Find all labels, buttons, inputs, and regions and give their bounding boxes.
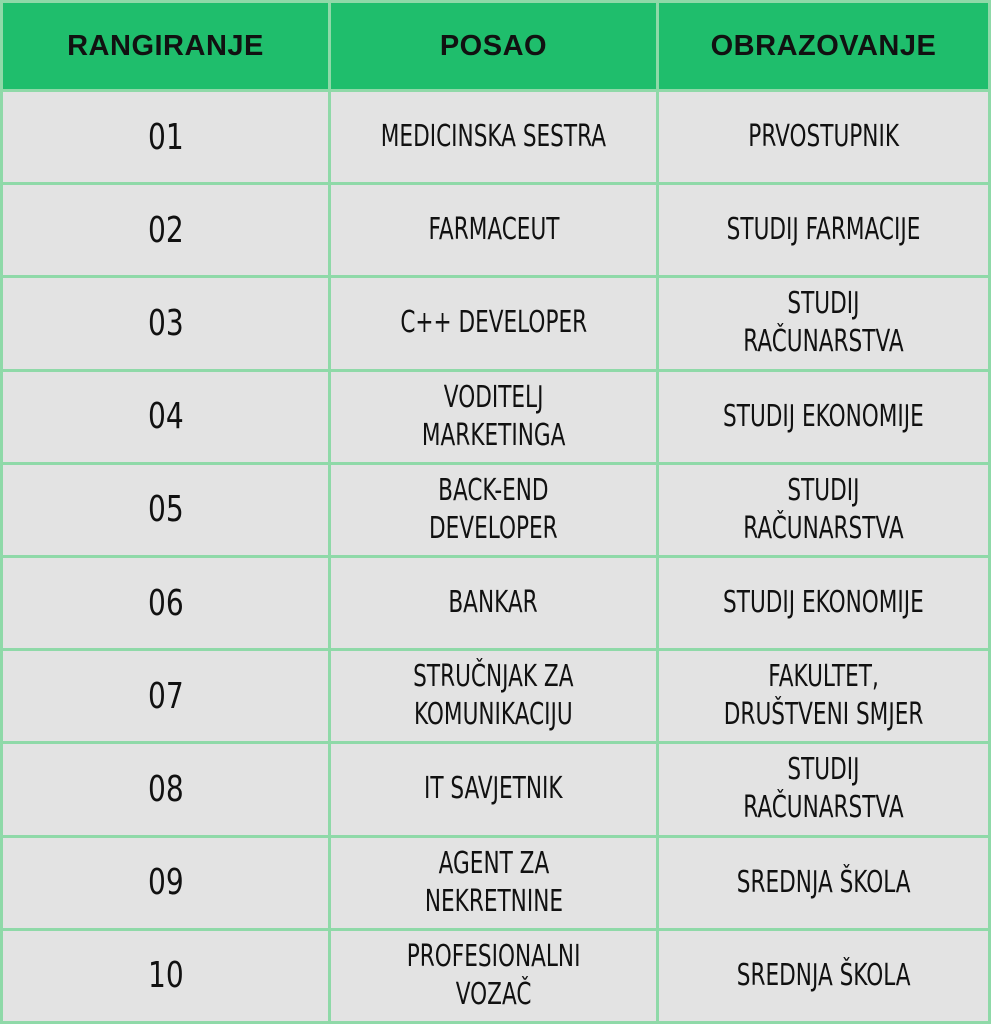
rank-cell <box>2 370 330 463</box>
table-row <box>2 650 990 743</box>
job-cell-line: C++ DEVELOPER <box>400 305 587 341</box>
header-job: POSAO <box>329 2 657 91</box>
table-row <box>2 184 990 277</box>
education-cell <box>657 929 989 1022</box>
job-cell <box>329 650 657 743</box>
table-row <box>2 556 990 649</box>
table-body <box>2 91 990 1023</box>
education-cell-line: STUDIJ EKONOMIJE <box>723 585 924 621</box>
rank-cell <box>2 91 330 184</box>
education-cell-text <box>743 472 903 548</box>
education-cell-text <box>723 398 924 436</box>
education-cell-line: STUDIJ <box>787 752 860 788</box>
job-cell <box>329 929 657 1022</box>
education-cell-line: STUDIJ <box>787 472 860 508</box>
table-row <box>2 836 990 929</box>
job-cell <box>329 277 657 370</box>
rank-cell <box>2 184 330 277</box>
education-cell <box>657 556 989 649</box>
education-cell-line: STUDIJ <box>787 286 860 322</box>
job-cell-line: VOZAČ <box>455 976 532 1012</box>
education-cell <box>657 743 989 836</box>
job-cell-line: IT SAVJETNIK <box>424 771 563 807</box>
job-cell-text <box>407 938 581 1014</box>
education-cell <box>657 91 989 184</box>
job-cell-text <box>413 658 573 734</box>
job-cell-line: AGENT ZA <box>438 845 549 881</box>
rank-number: 08 <box>147 768 184 810</box>
job-cell-line: FARMACEUT <box>427 212 559 248</box>
education-cell-text <box>724 658 924 734</box>
rank-number: 05 <box>147 489 184 531</box>
job-cell-line: BANKAR <box>448 585 539 621</box>
job-cell <box>329 91 657 184</box>
job-cell-text <box>400 304 587 342</box>
education-cell <box>657 650 989 743</box>
job-cell <box>329 836 657 929</box>
education-cell-text <box>748 118 899 156</box>
rank-cell <box>2 650 330 743</box>
job-cell-line: STRUČNJAK ZA <box>413 659 574 695</box>
table-row <box>2 743 990 836</box>
rank-number: 04 <box>147 396 184 438</box>
education-cell-line: RAČUNARSTVA <box>743 324 904 360</box>
rank-number: 01 <box>147 116 184 158</box>
table-row <box>2 463 990 556</box>
rank-number: 09 <box>147 862 184 904</box>
education-cell-line: PRVOSTUPNIK <box>748 119 899 155</box>
job-cell-text <box>429 472 558 548</box>
table-row <box>2 370 990 463</box>
education-cell-text <box>727 211 921 249</box>
job-cell-line: DEVELOPER <box>429 510 558 546</box>
job-cell-line: PROFESIONALNI <box>406 938 581 974</box>
table-row <box>2 277 990 370</box>
rank-number: 02 <box>147 209 184 251</box>
rank-cell <box>2 463 330 556</box>
education-cell <box>657 836 989 929</box>
education-cell-text <box>737 957 911 995</box>
education-cell-line: FAKULTET, <box>768 659 879 695</box>
job-cell <box>329 743 657 836</box>
job-cell-text <box>424 770 563 808</box>
rank-cell <box>2 277 330 370</box>
education-cell-line: STUDIJ FARMACIJE <box>726 212 921 248</box>
education-cell-line: RAČUNARSTVA <box>743 510 904 546</box>
table-row <box>2 91 990 184</box>
header-row <box>2 2 990 91</box>
education-cell-line: RAČUNARSTVA <box>743 790 904 826</box>
job-cell <box>329 556 657 649</box>
job-cell-line: BACK-END <box>438 472 549 508</box>
job-cell-text <box>422 379 565 455</box>
job-cell <box>329 370 657 463</box>
job-cell-text <box>428 211 559 249</box>
education-cell-line: STUDIJ EKONOMIJE <box>723 398 924 434</box>
rank-cell <box>2 556 330 649</box>
job-cell <box>329 463 657 556</box>
job-cell-text <box>449 584 538 622</box>
table-row <box>2 929 990 1022</box>
education-cell <box>657 463 989 556</box>
table-header <box>2 2 990 91</box>
education-cell-text <box>737 864 911 902</box>
rank-cell <box>2 836 330 929</box>
education-cell-line: DRUŠTVENI SMJER <box>723 697 924 733</box>
rank-cell <box>2 929 330 1022</box>
header-rank: RANGIRANJE <box>2 2 330 91</box>
rank-number: 06 <box>147 582 184 624</box>
education-cell <box>657 184 989 277</box>
header-education: OBRAZOVANJE <box>657 2 989 91</box>
job-cell-line: NEKRETNINE <box>424 883 563 919</box>
education-cell <box>657 370 989 463</box>
education-cell-line: SREDNJA ŠKOLA <box>736 957 911 993</box>
rank-number: 07 <box>147 675 184 717</box>
rank-number: 10 <box>147 955 184 997</box>
job-cell-line: MARKETINGA <box>421 417 566 453</box>
job-cell-line: KOMUNIKACIJU <box>414 697 573 733</box>
job-cell-text <box>381 118 606 156</box>
education-cell-text <box>743 751 903 827</box>
job-cell-line: MEDICINSKA SESTRA <box>380 119 607 155</box>
rank-cell <box>2 743 330 836</box>
job-cell-line: VODITELJ <box>443 379 544 415</box>
job-cell-text <box>424 845 562 921</box>
education-cell-text <box>723 584 924 622</box>
job-cell <box>329 184 657 277</box>
education-cell <box>657 277 989 370</box>
rank-number: 03 <box>147 302 184 344</box>
education-cell-line: SREDNJA ŠKOLA <box>736 864 911 900</box>
education-cell-text <box>743 285 903 361</box>
